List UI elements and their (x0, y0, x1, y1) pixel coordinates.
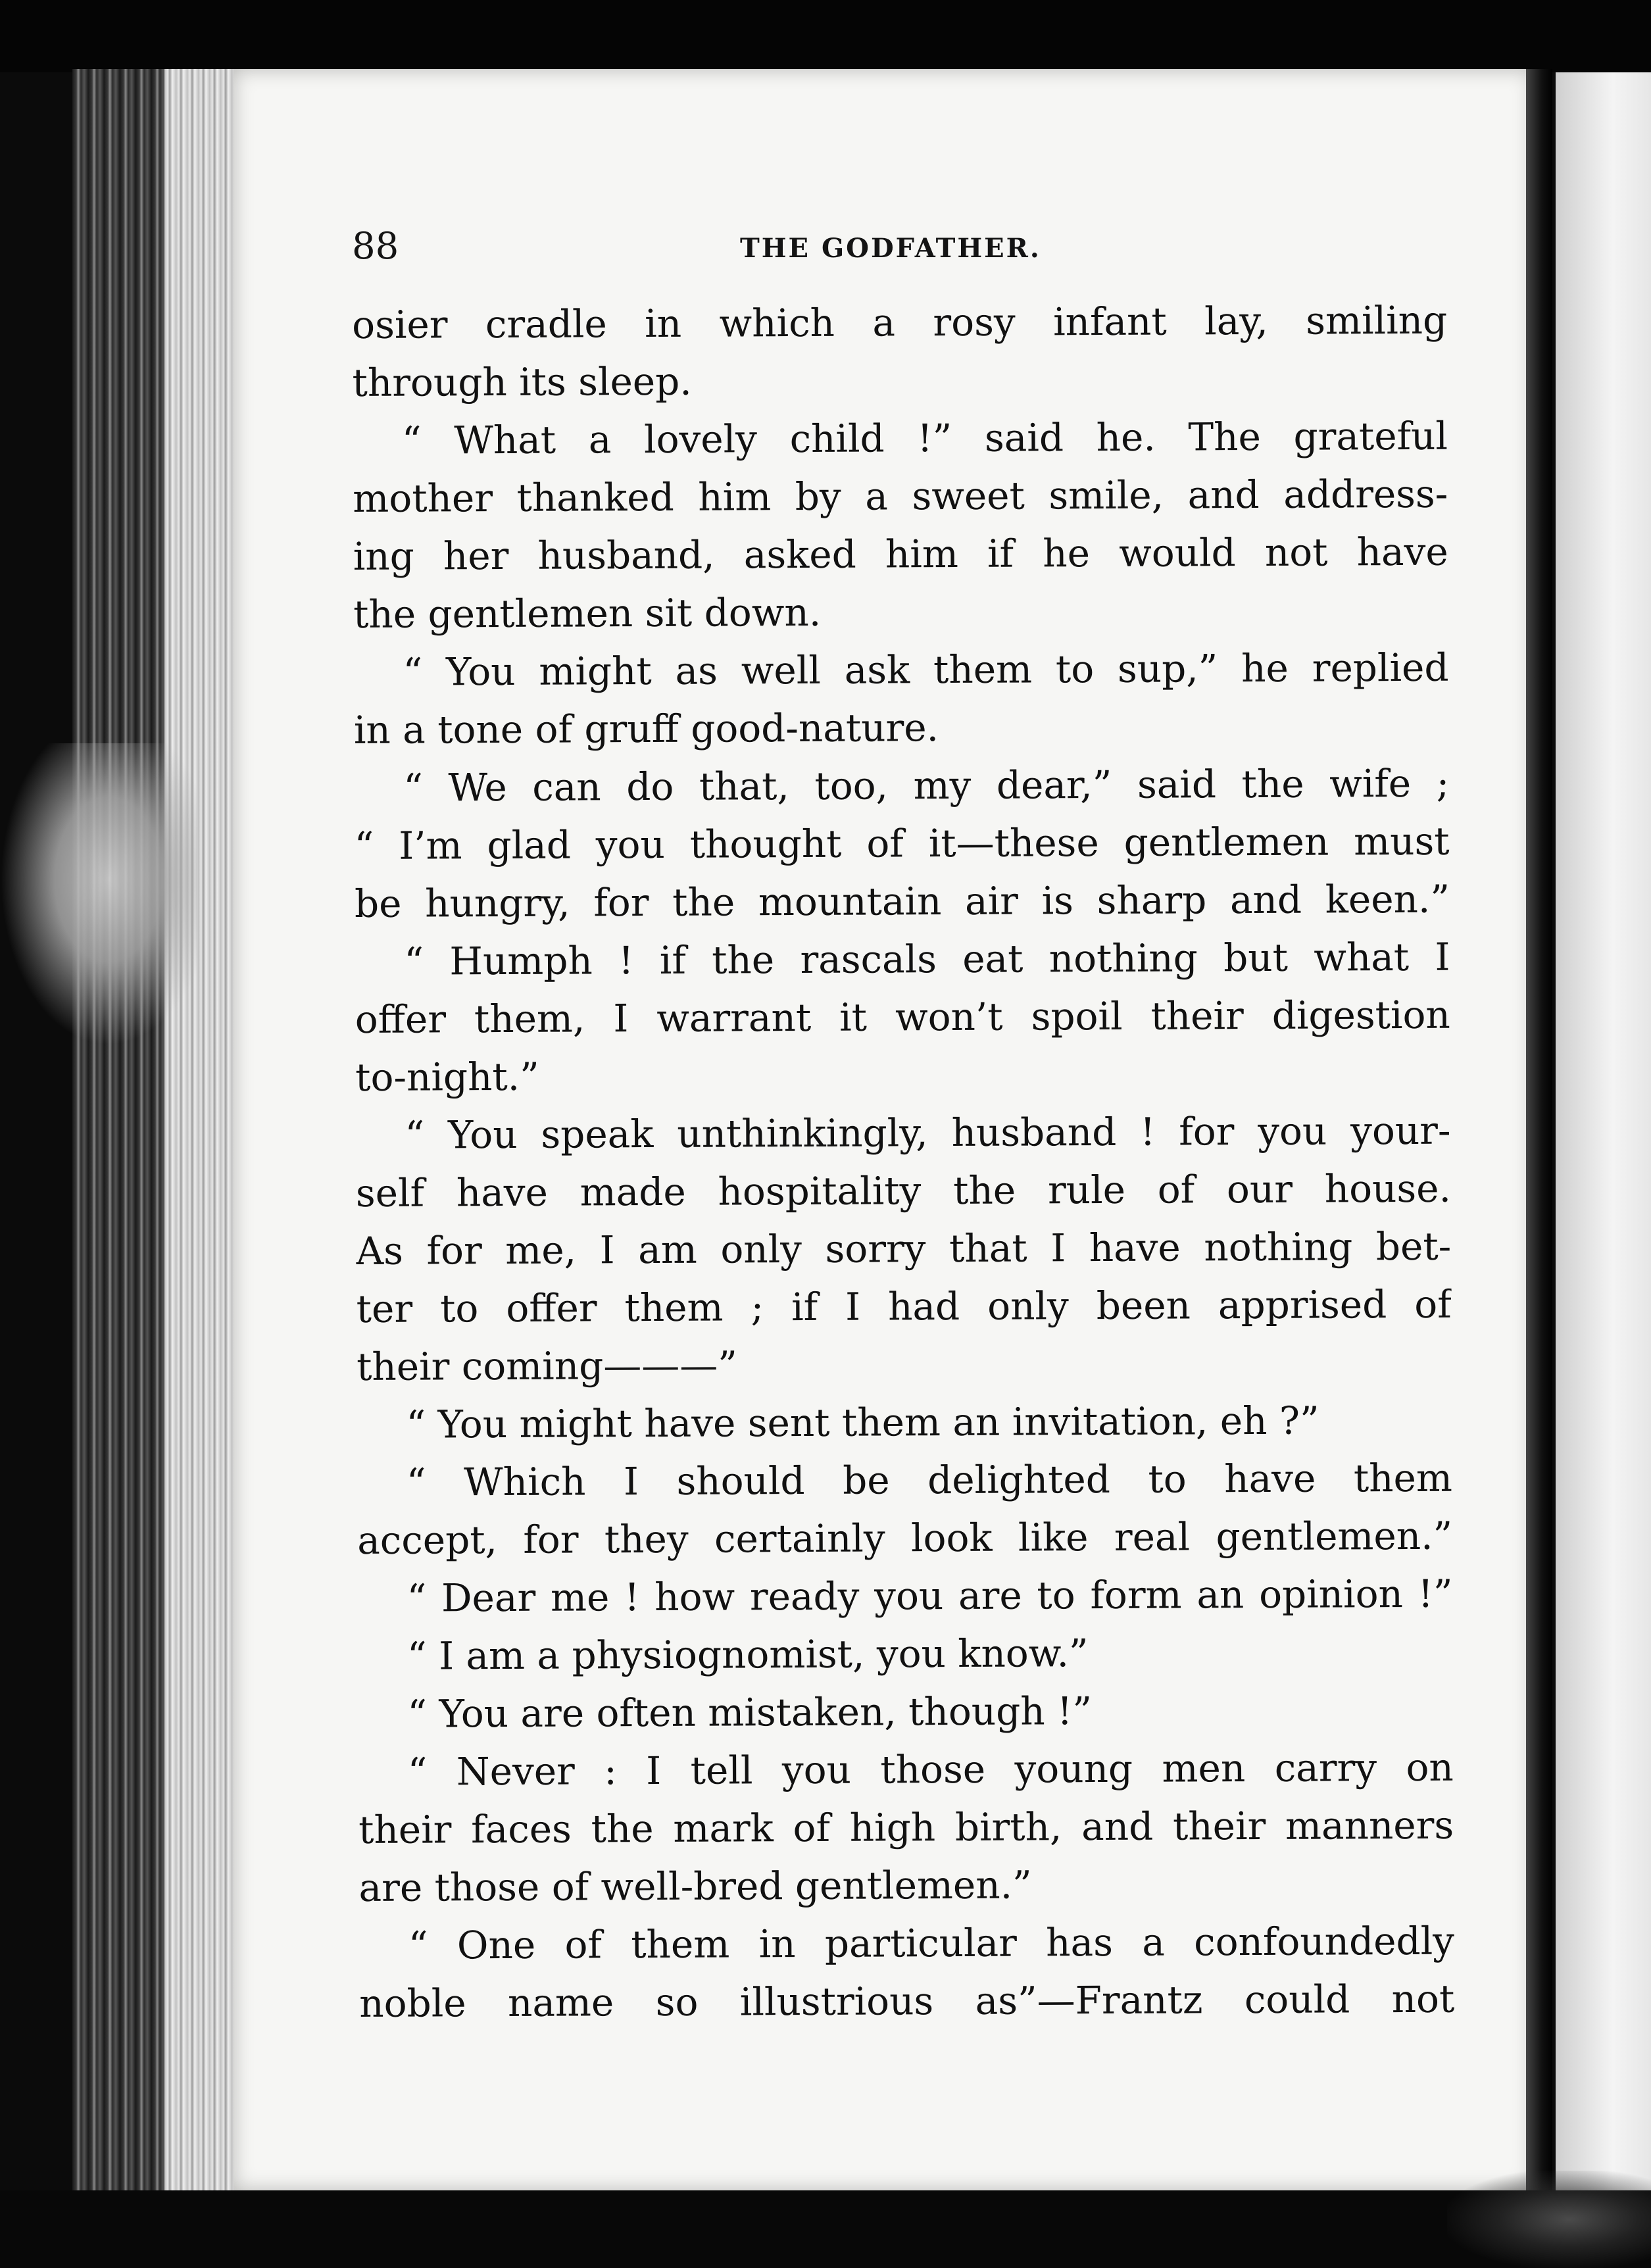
page-number: 88 (352, 225, 399, 268)
book-gutter (1526, 69, 1552, 2200)
text-line: “ Never : I tell you those young men carry on (407, 1744, 1454, 1794)
text-line: their coming———” (356, 1343, 738, 1389)
text-line: the gentlemen sit down. (353, 589, 822, 637)
text-line: noble name so illustrious as”—Frantz could not (359, 1976, 1455, 2026)
text-line: offer them, I warrant it won’t spoil their digestion (355, 992, 1450, 1042)
page-header (352, 220, 1450, 280)
running-head: THE GODFATHER. (740, 233, 1041, 264)
paper-stain (0, 743, 197, 1046)
text-line: self have made hospitality the rule of our house. (355, 1166, 1452, 1216)
text-line: accept, for they certainly look like real gentlemen.” (357, 1513, 1453, 1563)
text-line: their faces the mark of high birth, and their manners (358, 1802, 1454, 1852)
text-line: osier cradle in which a rosy infant lay, smiling (352, 297, 1448, 347)
text-line: “ What a lovely child !” said he. The grateful (401, 413, 1448, 463)
text-line: “ Humph ! if the rascals eat nothing but what I (404, 934, 1450, 984)
text-line: “ I’m glad you thought of it—these gentlemen must (354, 818, 1450, 868)
text-line: “ Which I should be delighted to have them (406, 1455, 1453, 1505)
text-line: ter to offer them ; if I had only been apprised of (356, 1281, 1452, 1331)
body-text (352, 291, 1455, 2033)
scan-artifact (1447, 2171, 1651, 2268)
text-line: to-night.” (355, 1054, 539, 1100)
text-line: “ You might as well ask them to sup,” he replied (403, 645, 1449, 695)
text-line: “ You speak unthinkingly, husband ! for you your- (405, 1108, 1451, 1158)
text-line: “ We can do that, too, my dear,” said the wife ; (403, 760, 1450, 810)
book-page-edges-light (164, 69, 234, 2227)
text-line: “ Dear me ! how ready you are to form an opinion !” (407, 1571, 1453, 1621)
text-line: through its sleep. (352, 358, 692, 405)
text-line: be hungry, for the mountain air is sharp and keen.” (354, 876, 1450, 926)
facing-page-edge (1556, 72, 1651, 2210)
text-line: are those of well-bred gentlemen.” (358, 1862, 1032, 1910)
text-line: “ One of them in particular has a confoundedly (408, 1918, 1455, 1968)
text-line: As for me, I am only sorry that I have nothing bet- (356, 1223, 1452, 1273)
text-line: ing her husband, asked him if he would not have (353, 529, 1448, 579)
text-line: “ I am a physiognomist, you know.” (407, 1631, 1089, 1679)
text-line: in a tone of gruff good-nature. (353, 705, 939, 752)
text-line: “ You might have sent them an invitation, eh ?” (406, 1398, 1319, 1447)
text-line: “ You are often mistaken, though !” (407, 1689, 1093, 1737)
scan-background-top (0, 0, 1651, 72)
scan-background-bottom (0, 2190, 1651, 2268)
text-line: mother thanked him by a sweet smile, and address- (353, 471, 1448, 521)
